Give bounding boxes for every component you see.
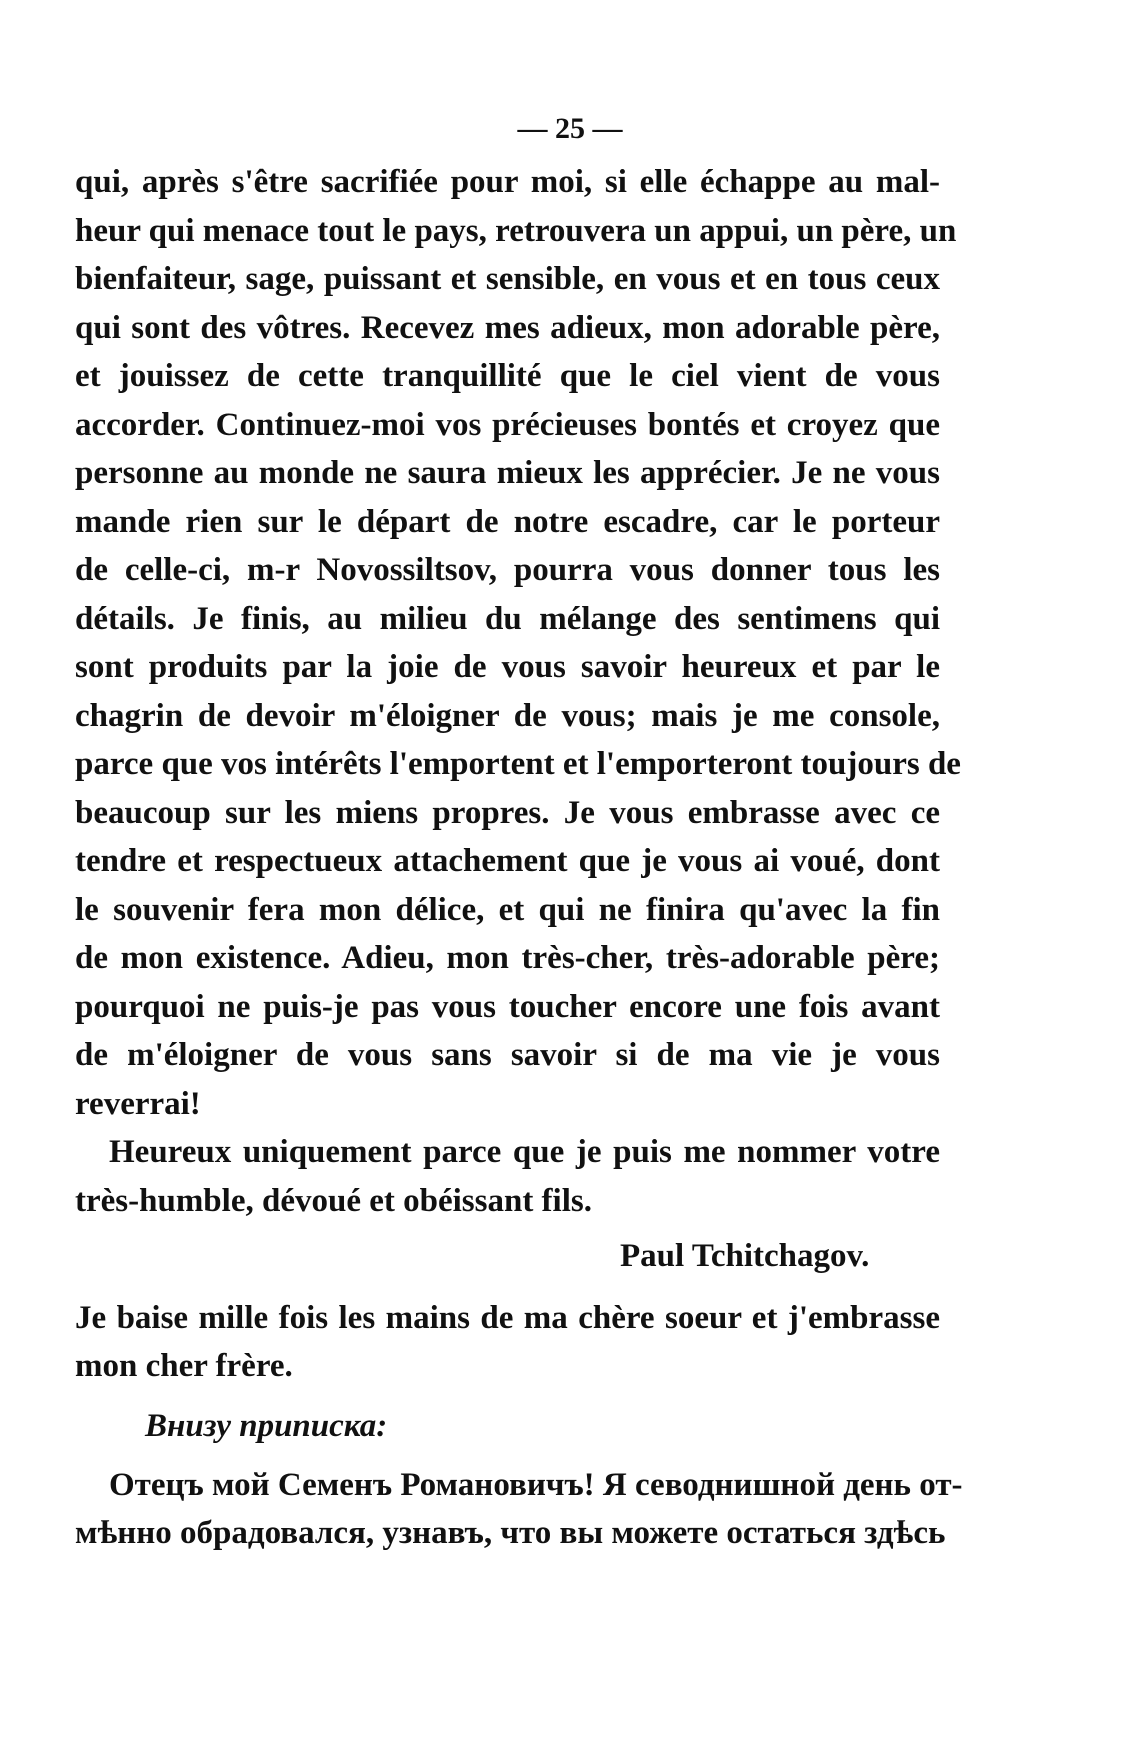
russian-text (75, 1461, 963, 1557)
signature: Paul Tchitchagov. (620, 1238, 870, 1274)
text-line: accorder. Continuez-moi vos précieuses bontés et croyez que (75, 406, 940, 443)
text-line: sont produits par la joie de vous savoir heureux et par le (75, 649, 940, 685)
text-line: et jouissez de cette tranquillité que le ciel vient de vous (75, 358, 940, 394)
text-line: chagrin de devoir m'éloigner de vous; mais je me console, (75, 697, 940, 734)
text-line: personne au monde ne saura mieux les apprécier. Je ne vous (75, 455, 940, 491)
russian-line: Отецъ мой Семенъ Романовичъ! Я севоднишной день от- (109, 1467, 963, 1503)
text-line: pourquoi ne puis-je pas vous toucher encore une fois avant (75, 988, 940, 1025)
closing-line: très-humble, dévoué et obéissant fils. (75, 1182, 592, 1219)
text-line: mande rien sur le départ de notre escadre, car le porteur (75, 503, 940, 540)
text-line: reverrai! (75, 1085, 201, 1122)
postscript (75, 1294, 940, 1390)
text-line: détails. Je finis, au milieu du mélange des sentimens qui (75, 600, 940, 637)
text-line: beaucoup sur les miens propres. Je vous embrasse avec ce (75, 794, 940, 831)
text-line: heur qui menace tout le pays, retrouvera un appui, un père, un (75, 212, 957, 249)
text-line: qui, après s'être sacrifiée pour moi, si elle échappe au mal- (75, 164, 940, 200)
text-line: de mon existence. Adieu, mon très-cher, très-adorable père; (75, 940, 940, 976)
text-line: de celle-ci, m-r Novossiltsov, pourra vous donner tous les (75, 552, 940, 588)
postscript-line: Je baise mille fois les mains de ma chère soeur et j'embrasse (75, 1300, 940, 1336)
text-line: bienfaiteur, sage, puissant et sensible, en vous et en tous ceux (75, 261, 940, 297)
text-line: tendre et respectueux attachement que je vous ai voué, dont (75, 843, 940, 879)
text-line: qui sont des vôtres. Recevez mes adieux, mon adorable père, (75, 309, 940, 346)
closing-line: Heureux uniquement parce que je puis me nommer votre (109, 1134, 940, 1170)
text-line: le souvenir fera mon délice, et qui ne finira qu'avec la fin (75, 891, 940, 928)
letter-body (75, 158, 961, 1225)
text-line: de m'éloigner de vous sans savoir si de ma vie je vous (75, 1037, 940, 1073)
russian-line: мѣнно обрадовался, узнавъ, что вы можете остаться здѣсь (75, 1515, 946, 1551)
section-caption: Внизу приписка: (145, 1408, 388, 1444)
page-number: — 25 — (517, 112, 623, 145)
text-line: parce que vos intérêts l'emportent et l'emporteront toujours de (75, 746, 961, 782)
postscript-line: mon cher frère. (75, 1348, 293, 1384)
